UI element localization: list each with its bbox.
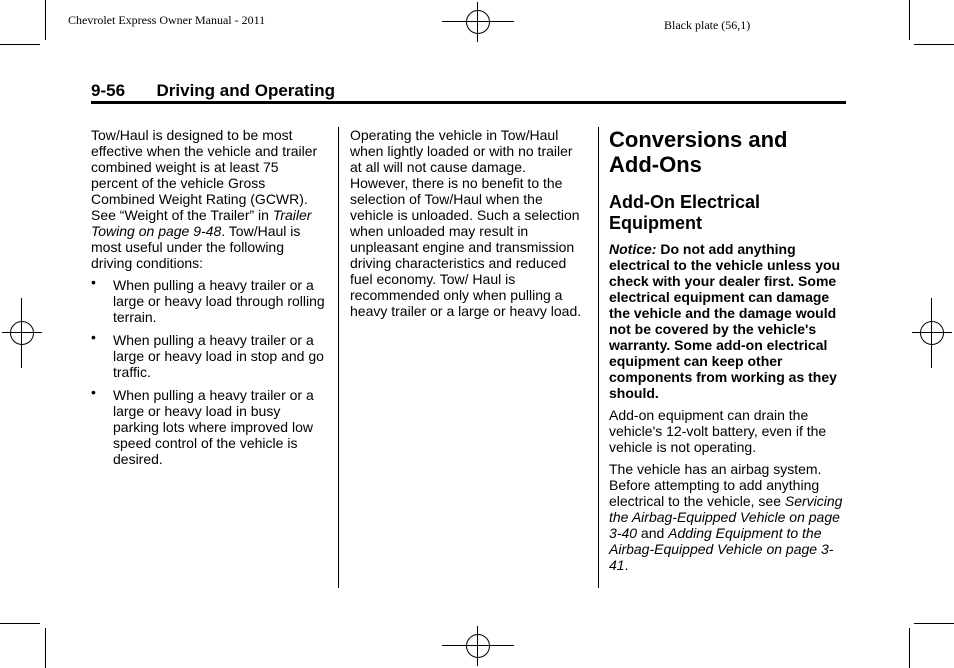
crop-mark [909,0,910,40]
page-heading [91,81,335,101]
column-1 [91,127,327,474]
column-divider [598,127,599,588]
bullet-icon: • [91,329,96,345]
paragraph: Add-on equipment can drain the vehicle's 12-volt battery, even if the vehicle is not operating. [609,407,827,455]
bullet-icon: • [91,384,96,400]
list-item: • When pulling a heavy trailer or a large or heavy load in stop and go traffic. [91,329,324,380]
crop-mark [0,623,40,624]
registration-mark-bottom [442,626,514,666]
cross-reference-link[interactable]: Servicing the Airbag-Equipped Vehicle on page 3-40 [609,493,843,541]
cross-reference-link[interactable]: Adding Equipment to the Airbag-Equipped Vehicle on page 3-41 [609,525,834,573]
heading-rule [91,101,846,104]
notice-paragraph: Notice: Do not add anything electrical to the vehicle unless you check with your dealer first. Some electrical equipment can damage the vehicle and the damage would not be covered by the vehicle's warranty. Some add-on electrical equipment can keep other components from working as they should. [609,241,841,401]
column-divider [338,127,339,588]
crop-mark [0,44,40,45]
subsection-heading: Add-On Electrical Equipment [609,192,761,233]
crop-mark [914,623,954,624]
section-heading: Conversions and Add-Ons [609,127,788,177]
crop-mark [909,628,910,668]
cross-reference-link[interactable]: Trailer Towing on page 9-48 [91,207,312,239]
registration-mark-right [912,298,952,368]
registration-mark-top [442,2,514,42]
paragraph: Operating the vehicle in Tow/Haul when lightly loaded or with no trailer at all will not cause damage. However, there is no benefit to the selection of Tow/Haul when the vehicle is unloaded. Such a selection when unloaded may result in unpleasant engine and transmission driving characteristics and reduced fuel economy. Tow/ Haul is recommended only when pulling a heavy trailer or a large or heavy load. [350,127,582,319]
crop-mark [45,0,46,40]
registration-mark-left [2,298,42,368]
list-item: • When pulling a heavy trailer or a large or heavy load in busy parking lots where improved low speed control of the vehicle is desired. [91,384,314,467]
paragraph: The vehicle has an airbag system. Before attempting to add anything electrical to the vehicle, see Servicing the Airbag-Equipped Vehicle on page 3-40 and Adding Equipment to the Airbag-Equipped Vehicle on page 3-41. [609,461,843,573]
list-item: • When pulling a heavy trailer or a large or heavy load through rolling terrain. [91,274,325,325]
manual-title: Chevrolet Express Owner Manual - 2011 [68,13,266,27]
section-title: Driving and Operating [156,81,336,100]
page-number: 9-56 [91,81,126,100]
paragraph: Tow/Haul is designed to be most effective when the vehicle and trailer combined weight is at least 75 percent of the vehicle Gross Combined Weight Rating (GCWR). See “Weight of the Trailer” in Trailer Towing on page 9-48. Tow/Haul is most useful under the following driving conditions: [91,127,318,271]
notice-label: Notice: [609,241,657,257]
column-3 [609,127,845,579]
crop-mark [45,628,46,668]
crop-mark [914,44,954,45]
plate-label: Black plate (56,1) [664,18,751,32]
bullet-icon: • [91,274,96,290]
column-2 [350,127,586,325]
